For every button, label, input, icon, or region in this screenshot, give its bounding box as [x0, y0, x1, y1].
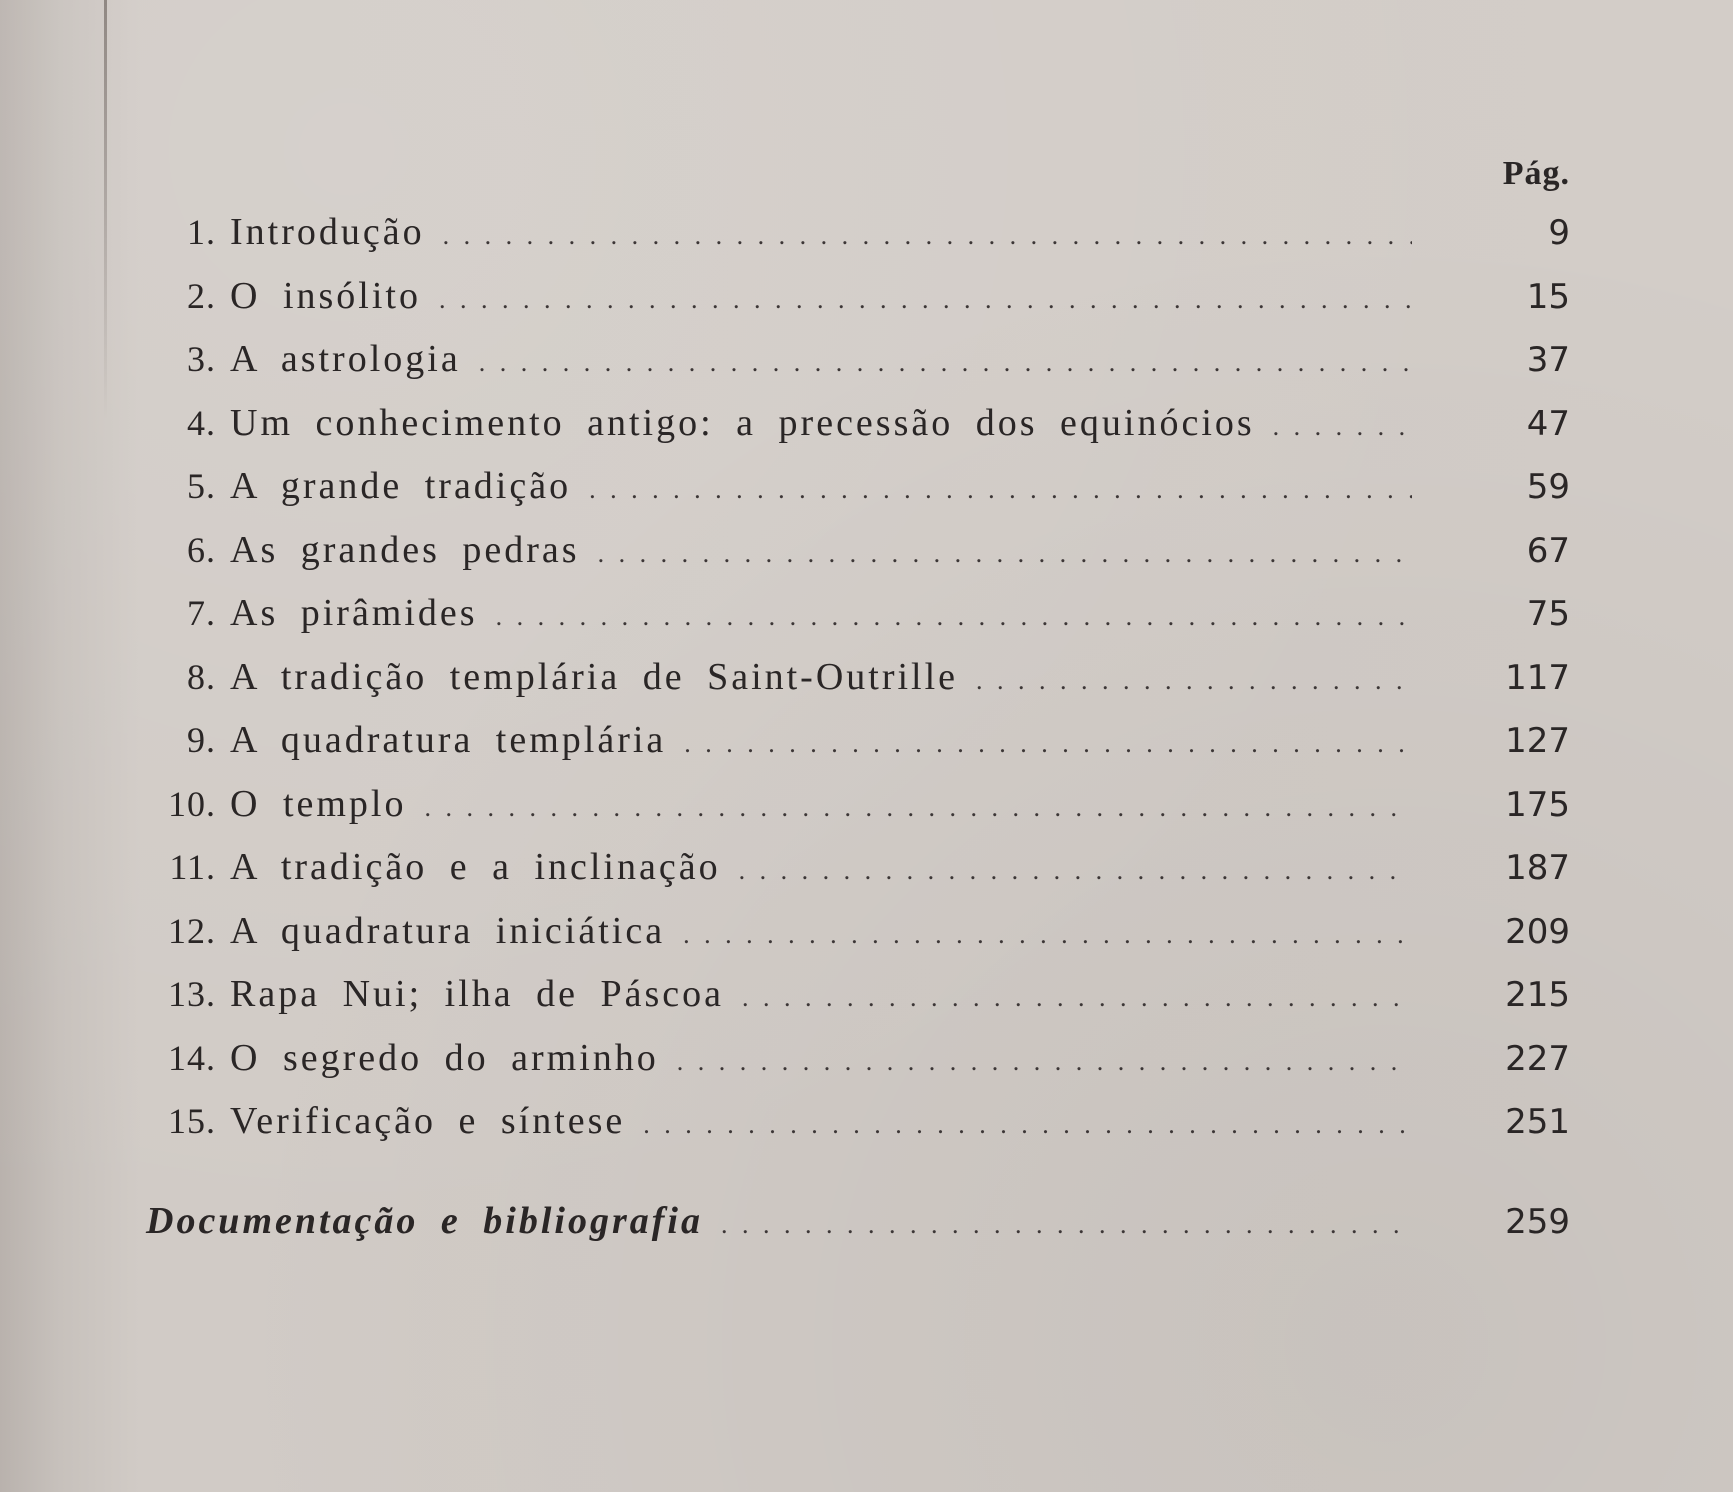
toc-entry — [140, 909, 1570, 973]
dot-leader — [598, 539, 1412, 569]
toc-entry-title: Rapa Nui; ilha de Páscoa — [230, 973, 725, 1015]
toc-entry-page: 67 — [1526, 530, 1570, 571]
toc-entry-number: 11. — [169, 847, 216, 887]
toc-entry-number: 8. — [187, 656, 216, 697]
toc-entry-number: 10. — [168, 783, 216, 824]
toc-entry-page: 9 — [1548, 213, 1570, 253]
dot-leader — [1273, 412, 1412, 442]
toc-entry-title: As grandes pedras — [230, 528, 580, 571]
toc-entry-page: 15 — [1526, 276, 1570, 317]
dot-leader — [496, 602, 1412, 632]
toc-entry-page: 215 — [1505, 975, 1570, 1015]
toc-entry-number: 2. — [187, 275, 216, 316]
toc-bibliography-title: Documentação e bibliografia — [146, 1199, 703, 1242]
dot-leader — [443, 221, 1412, 251]
dot-leader — [683, 920, 1412, 950]
dot-leader — [976, 666, 1412, 696]
page-column-header: Pág. — [1502, 155, 1570, 192]
toc-entry — [140, 1099, 1570, 1163]
dot-leader — [643, 1110, 1412, 1140]
toc-entry-number: 3. — [187, 339, 216, 379]
toc-entry — [140, 845, 1570, 909]
toc-bibliography-entry — [140, 1199, 1570, 1263]
toc-entry — [140, 274, 1570, 338]
toc-entry-number: 1. — [187, 212, 216, 252]
dot-leader — [721, 1210, 1412, 1240]
toc-entry-page: 75 — [1526, 594, 1570, 634]
toc-entry — [140, 337, 1570, 401]
toc-entry-title: A quadratura templária — [230, 719, 667, 761]
toc-entry-title: O templo — [230, 782, 407, 825]
dot-leader — [439, 285, 1412, 315]
toc-entry-title: A grande tradição — [230, 465, 572, 507]
toc-entry-title: A tradição templária de Saint-Outrille — [230, 655, 959, 698]
toc-entry — [140, 528, 1570, 592]
toc-entry-title: A quadratura iniciática — [230, 909, 666, 952]
toc-entry-number: 9. — [187, 720, 216, 760]
toc-entry-number: 4. — [187, 402, 216, 443]
toc-entry-title: A tradição e a inclinação — [230, 846, 721, 888]
toc-entry-page: 47 — [1526, 403, 1570, 444]
toc-entry-page: 37 — [1526, 340, 1570, 380]
dot-leader — [479, 348, 1412, 378]
table-of-contents — [140, 210, 1570, 1262]
toc-bibliography-page: 259 — [1505, 1201, 1570, 1242]
dot-leader — [742, 983, 1412, 1013]
dot-leader — [589, 475, 1412, 505]
toc-entry-number: 12. — [168, 910, 216, 951]
toc-entry-title: Um conhecimento antigo: a precessão dos equinócios — [230, 401, 1255, 444]
toc-entry-number: 14. — [168, 1037, 216, 1078]
toc-entry — [140, 718, 1570, 782]
dot-leader — [739, 856, 1412, 886]
toc-entry — [140, 782, 1570, 846]
toc-entry-title: Verificação e síntese — [230, 1100, 626, 1142]
toc-entry-title: O insólito — [230, 274, 421, 317]
toc-entry — [140, 464, 1570, 528]
toc-entry-number: 13. — [168, 974, 216, 1014]
toc-entry — [140, 655, 1570, 719]
toc-entry-page: 127 — [1505, 721, 1570, 761]
dot-leader — [677, 1047, 1412, 1077]
toc-entry-title: O segredo do arminho — [230, 1036, 659, 1079]
toc-entry — [140, 210, 1570, 274]
dot-leader — [424, 793, 1412, 823]
toc-entry-title: A astrologia — [230, 338, 461, 380]
toc-entry-number: 6. — [187, 529, 216, 570]
toc-entry-page: 227 — [1505, 1038, 1570, 1079]
toc-entry-number: 7. — [187, 593, 216, 633]
toc-entry-page: 117 — [1505, 657, 1570, 698]
dot-leader — [684, 729, 1412, 759]
toc-entry-page: 59 — [1526, 467, 1570, 507]
toc-entry-number: 15. — [168, 1101, 216, 1141]
toc-entry — [140, 591, 1570, 655]
toc-entry-page: 187 — [1505, 848, 1570, 888]
toc-entry-page: 209 — [1505, 911, 1570, 952]
toc-entry-page: 175 — [1505, 784, 1570, 825]
toc-entry — [140, 1036, 1570, 1100]
toc-entry — [140, 972, 1570, 1036]
toc-entry-number: 5. — [187, 466, 216, 506]
toc-entry-title: Introdução — [230, 211, 425, 253]
toc-entry — [140, 401, 1570, 465]
toc-entry-title: As pirâmides — [230, 592, 478, 634]
toc-entry-page: 251 — [1505, 1102, 1570, 1142]
page-fold-shadow — [104, 0, 107, 420]
